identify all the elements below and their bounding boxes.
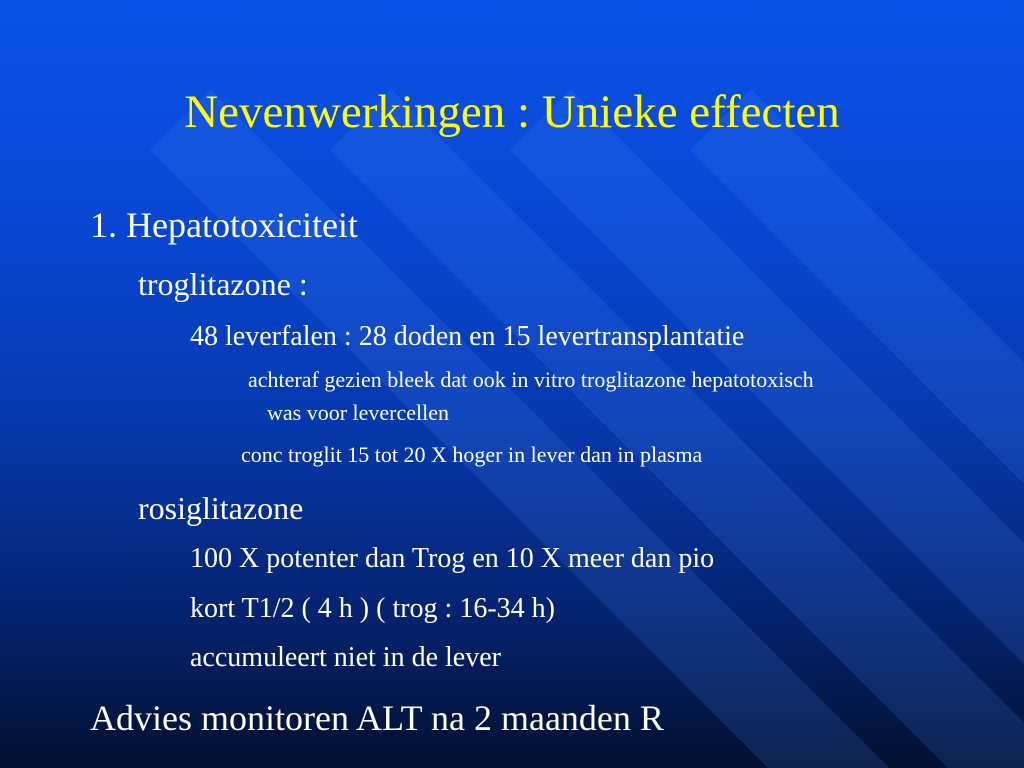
text-leverfalen: 48 leverfalen : 28 doden en 15 levertransplantatie — [190, 321, 745, 352]
text-in-vitro-note-cont: was voor levercellen — [267, 400, 450, 425]
text-advice: Advies monitoren ALT na 2 maanden R — [90, 698, 664, 738]
text-concentration: conc troglit 15 tot 20 X hoger in lever dan in plasma — [241, 442, 703, 467]
subheading-rosiglitazone: rosiglitazone — [138, 490, 304, 526]
slide-title: Nevenwerkingen : Unieke effecten — [184, 86, 840, 138]
subheading-troglitazone: troglitazone : — [138, 266, 308, 302]
heading-hepatotoxiciteit: 1. Hepatotoxiciteit — [90, 205, 358, 245]
text-potency: 100 X potenter dan Trog en 10 X meer dan pio — [190, 543, 715, 574]
text-half-life: kort T1/2 ( 4 h ) ( trog : 16-34 h) — [190, 593, 555, 624]
text-accumulation: accumuleert niet in de lever — [190, 642, 501, 673]
text-in-vitro-note: achteraf gezien bleek dat ook in vitro troglitazone hepatotoxisch — [248, 367, 814, 392]
